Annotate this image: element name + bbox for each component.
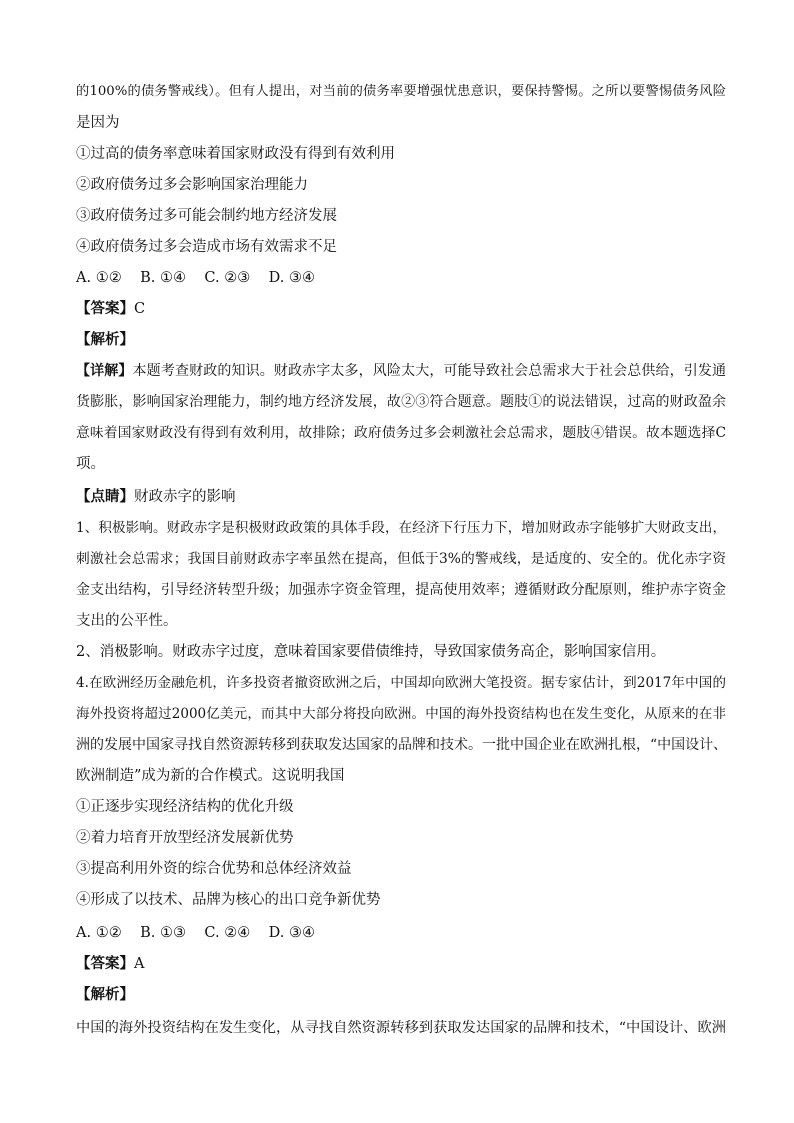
q3-detail-line-2: 货膨胀，影响国家治理能力，制约地方经济发展，故②③符合题意。题肢①的说法错误，过高的财政盈余 <box>76 394 726 410</box>
q4-analysis-heading <box>76 985 726 1005</box>
q3-detail-text-1: 本题考查财政的知识。财政赤字太多，风险太大，可能导致社会总需求大于社会总供给，引发通 <box>132 363 727 379</box>
q3-detail-line-4: 项。 <box>76 456 105 472</box>
q4-stem-line-3: 洲的发展中国家寻找自然资源转移到获取发达国家的品牌和技术。一批中国企业在欧洲扎根，“中国设计、 <box>76 737 728 753</box>
q3-choices: A. ①② B. ①④ C. ②③ D. ③④ <box>76 270 315 286</box>
q4-analysis-tag: 【解析】 <box>76 986 134 1003</box>
q4-stem-line-1: 4.在欧洲经历金融危机，许多投资者撤资欧洲之后，中国却向欧洲大笔投资。据专家估计，到2017年中国的 <box>76 675 726 691</box>
q4-option-4: ④形成了以技术、品牌为核心的出口竞争新优势 <box>76 892 381 908</box>
q4-answer-value: A <box>134 956 145 972</box>
q3-keypoint-line-3: 金支出结构，引导经济转型升级；加强赤字资金管理，提高使用效率；遵循财政分配原则，维护赤字资金 <box>76 582 726 598</box>
q3-keypoint-line-5: 2、消极影响。财政赤字过度，意味着国家要借债维持，导致国家债务高企，影响国家信用。 <box>76 644 666 660</box>
q3-analysis-tag: 【解析】 <box>76 331 134 348</box>
q3-stem-line-2: 是因为 <box>76 115 120 131</box>
q3-answer-value: C <box>134 301 146 317</box>
q3-option-4: ④政府债务过多会造成市场有效需求不足 <box>76 239 337 255</box>
q3-keypoint-title: 财政赤字的影响 <box>134 489 236 505</box>
q3-detail-line-1 <box>76 361 726 381</box>
q4-stem-line-4: 欧洲制造”成为新的合作模式。这说明我国 <box>76 768 345 784</box>
q3-option-3: ③政府债务过多可能会制约地方经济发展 <box>76 208 337 224</box>
q4-option-2: ②着力培育开放型经济发展新优势 <box>76 830 294 846</box>
q3-stem-line-1: 的100%的债务警戒线）。但有人提出，对当前的债务率要增强忧患意识，要保持警惕。之所以要警惕债务风险 <box>76 84 726 99</box>
q3-keypoint-line-2: 刺激社会总需求；我国目前财政赤字率虽然在提高，但低于3%的警戒线，是适度的、安全的。优化赤字资 <box>76 551 726 567</box>
q3-answer <box>76 299 726 319</box>
q3-keypoint-heading <box>76 487 726 507</box>
q3-keypoint-line-4: 支出的公平性。 <box>76 613 178 629</box>
q4-option-3: ③提高利用外资的综合优势和总体经济效益 <box>76 861 352 877</box>
q3-keypoint-tag: 【点睛】 <box>76 488 134 505</box>
q3-option-2: ②政府债务过多会影响国家治理能力 <box>76 177 308 193</box>
q3-detail-line-3: 意味着国家财政没有得到有效利用，故排除；政府债务过多会刺激社会总需求，题肢④错误。故本题选择C <box>76 425 726 441</box>
q3-option-1: ①过高的债务率意味着国家财政没有得到有效利用 <box>76 146 395 162</box>
q3-keypoint-line-1: 1、积极影响。财政赤字是积极财政政策的具体手段，在经济下行压力下，增加财政赤字能够扩大财政支出， <box>76 520 726 536</box>
q4-analysis-line-1: 中国的海外投资结构在发生变化，从寻找自然资源转移到获取发达国家的品牌和技术，“中国设计、欧洲 <box>76 1020 726 1036</box>
q3-answer-tag: 【答案】 <box>76 300 134 317</box>
q4-answer-tag: 【答案】 <box>76 955 134 972</box>
q4-option-1: ①正逐步实现经济结构的优化升级 <box>76 799 294 815</box>
q3-detail-tag: 【详解】 <box>76 363 133 379</box>
q4-stem-line-2: 海外投资将超过2000亿美元，而其中大部分将投向欧洲。中国的海外投资结构也在发生变化，从原来的在非 <box>76 706 726 722</box>
q4-choices: A. ①② B. ①③ C. ②④ D. ③④ <box>76 925 315 941</box>
q4-answer <box>76 954 726 974</box>
q3-analysis-heading <box>76 330 726 350</box>
